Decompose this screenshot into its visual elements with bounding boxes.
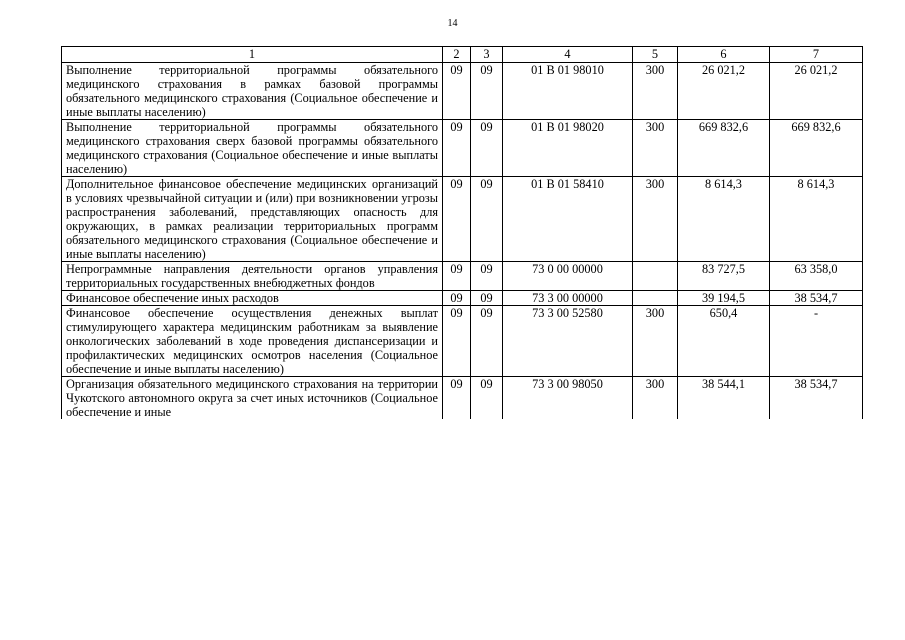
row-description: Дополнительное финансовое обеспечение медицинских организаций в условиях чрезвычайной ситуации и (или) при возникновении угрозы распространения заболеваний, представляющих опасность для окружающих, в рамках реализации территориальных программ обязательного медицинского страхования (Социальное обеспечение и иные выплаты населению) xyxy=(62,177,443,262)
column-header: 5 xyxy=(633,47,678,63)
target-article-code: 01 В 01 98010 xyxy=(503,63,633,120)
subsection-code: 09 xyxy=(471,120,503,177)
row-description: Финансовое обеспечение иных расходов xyxy=(62,291,443,306)
amount-year-1: 26 021,2 xyxy=(678,63,770,120)
subsection-code: 09 xyxy=(471,262,503,291)
section-code: 09 xyxy=(443,262,471,291)
expense-type-code: 300 xyxy=(633,177,678,262)
amount-year-2: 63 358,0 xyxy=(770,262,863,291)
table-header-row xyxy=(62,47,863,63)
page-number: 14 xyxy=(447,18,458,29)
table-row xyxy=(62,63,863,120)
row-description: Выполнение территориальной программы обязательного медицинского страхования в рамках базовой программы обязательного медицинского страхования (Социальное обеспечение и иные выплаты населению) xyxy=(62,63,443,120)
section-code: 09 xyxy=(443,120,471,177)
column-header: 3 xyxy=(471,47,503,63)
section-code: 09 xyxy=(443,177,471,262)
row-description: Выполнение территориальной программы обязательного медицинского страхования сверх базовой программы обязательного медицинского страхования (Социальное обеспечение и иные выплаты населению) xyxy=(62,120,443,177)
section-code: 09 xyxy=(443,377,471,420)
expense-type-code: 300 xyxy=(633,120,678,177)
amount-year-2: 38 534,7 xyxy=(770,291,863,306)
target-article-code: 01 В 01 58410 xyxy=(503,177,633,262)
amount-year-1: 38 544,1 xyxy=(678,377,770,420)
row-description: Финансовое обеспечение осуществления денежных выплат стимулирующего характера медицинским работникам за выявление онкологических заболеваний в ходе проведения диспансеризации и профилактических медицинских осмотров населения (Социальное обеспечение и иные выплаты населению) xyxy=(62,306,443,377)
expense-type-code: 300 xyxy=(633,63,678,120)
column-header: 6 xyxy=(678,47,770,63)
amount-year-2: 38 534,7 xyxy=(770,377,863,420)
section-code: 09 xyxy=(443,63,471,120)
amount-year-1: 39 194,5 xyxy=(678,291,770,306)
amount-year-1: 650,4 xyxy=(678,306,770,377)
table-row xyxy=(62,306,863,377)
column-header: 1 xyxy=(62,47,443,63)
column-header: 7 xyxy=(770,47,863,63)
table-row xyxy=(62,291,863,306)
subsection-code: 09 xyxy=(471,177,503,262)
column-header: 2 xyxy=(443,47,471,63)
subsection-code: 09 xyxy=(471,291,503,306)
expense-type-code: 300 xyxy=(633,377,678,420)
budget-table xyxy=(61,46,863,419)
amount-year-2: - xyxy=(770,306,863,377)
table-row xyxy=(62,177,863,262)
amount-year-2: 669 832,6 xyxy=(770,120,863,177)
row-description: Непрограммные направления деятельности органов управления территориальных государственных внебюджетных фондов xyxy=(62,262,443,291)
expense-type-code xyxy=(633,262,678,291)
target-article-code: 73 3 00 00000 xyxy=(503,291,633,306)
target-article-code: 01 В 01 98020 xyxy=(503,120,633,177)
column-header: 4 xyxy=(503,47,633,63)
amount-year-1: 669 832,6 xyxy=(678,120,770,177)
section-code: 09 xyxy=(443,291,471,306)
amount-year-1: 83 727,5 xyxy=(678,262,770,291)
expense-type-code xyxy=(633,291,678,306)
target-article-code: 73 3 00 98050 xyxy=(503,377,633,420)
row-description: Организация обязательного медицинского страхования на территории Чукотского автономного округа за счет иных источников (Социальное обеспечение и иные xyxy=(62,377,443,420)
amount-year-1: 8 614,3 xyxy=(678,177,770,262)
subsection-code: 09 xyxy=(471,377,503,420)
table-row xyxy=(62,377,863,420)
target-article-code: 73 3 00 52580 xyxy=(503,306,633,377)
subsection-code: 09 xyxy=(471,306,503,377)
expense-type-code: 300 xyxy=(633,306,678,377)
section-code: 09 xyxy=(443,306,471,377)
subsection-code: 09 xyxy=(471,63,503,120)
target-article-code: 73 0 00 00000 xyxy=(503,262,633,291)
table-row xyxy=(62,120,863,177)
table-row xyxy=(62,262,863,291)
amount-year-2: 26 021,2 xyxy=(770,63,863,120)
amount-year-2: 8 614,3 xyxy=(770,177,863,262)
